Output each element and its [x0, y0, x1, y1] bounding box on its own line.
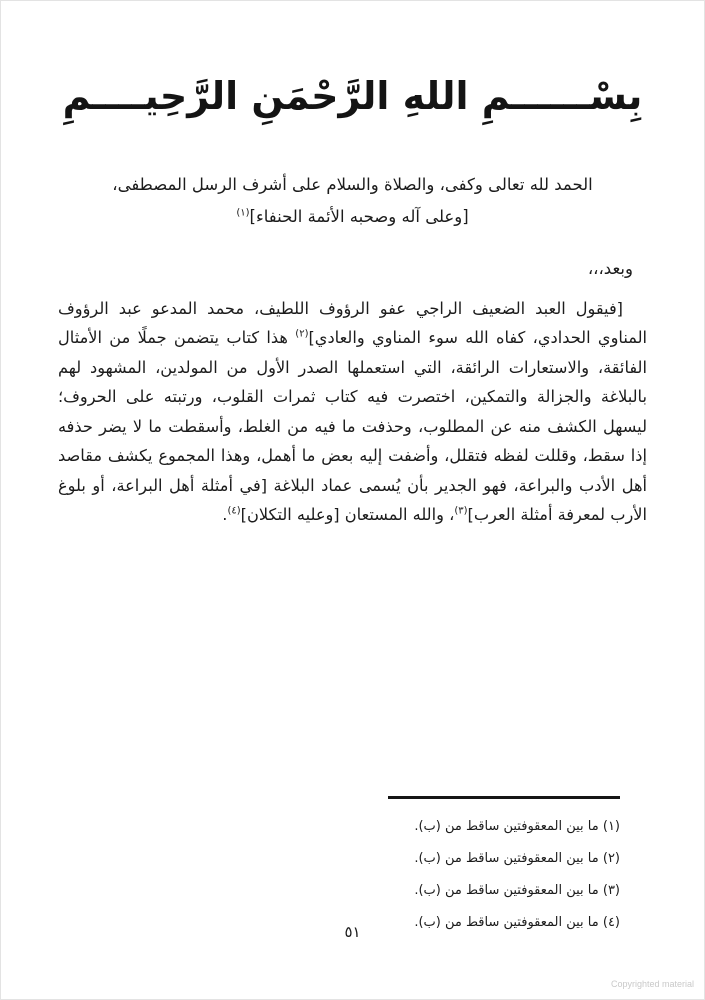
- footnotes-list: [388, 811, 620, 938]
- opening-line-1: الحمد لله تعالى وكفى، والصلاة والسلام على أشرف الرسل المصطفى،: [112, 174, 593, 194]
- basmala-calligraphy: بِسْــــــمِ اللهِ الرَّحْمَنِ الرَّحِيــــمِ: [62, 74, 643, 118]
- opening-line-2-text: [وعلى آله وصحبه الأئمة الحنفاء]: [249, 206, 469, 226]
- opening-invocation: [58, 169, 647, 233]
- footnote-item: (١) ما بين المعقوفتين ساقط من (ب).: [414, 819, 620, 834]
- waba3d-line: وبعد،،،: [587, 258, 633, 278]
- opening-line-2: [58, 201, 647, 233]
- footnote-separator-rule: [388, 796, 620, 799]
- footnote-item: (٤) ما بين المعقوفتين ساقط من (ب).: [414, 914, 620, 930]
- footnote-ref: (٢): [295, 328, 309, 340]
- page-content: [58, 1, 647, 530]
- footnote-ref-1: (١): [236, 207, 250, 219]
- page-number: ٥١: [344, 923, 361, 941]
- footnotes-section: [388, 796, 620, 938]
- footnote-ref: (٣): [454, 505, 468, 517]
- body-paragraph: [فيقول العبد الضعيف الراجي عفو الرؤوف اللطيف، محمد المدعو عبد الرؤوف المناوي الحدادي، كفاه الله سوء المناوي والعادي]$^{(٢)}$ هذا كتاب يتضمن جملًا من الأمثال الفائقة، والاستعارات الرائقة، التي استعملها الصدر الأول من المولدين، المشهود لهم بالبلاغة والجزالة والتمكين، اختصرت فيه كتاب ثمرات القلوب، ورتبته على الحروف؛ ليسهل الكشف منه عن المطلوب، وحذفت ما فيه من الغلط، وأسقطت ما لا يضر حذفه إذا سقط، وقللت لفظه فتقلل، وأضفت إليه بعض ما أهمل، وهذا المجموع يكشف مقاصد أهل الأدب والبراعة، فهو الجدير بأن يُسمى عماد البلاغة [في أمثلة أهل البراعة، أو بلوغ الأرب لمعرفة أمثلة العرب]$^{(٣)}$، والله المستعان [وعليه التكلان]$^{(٤)}$.: [58, 298, 647, 525]
- footnote-ref: (٤): [227, 505, 241, 517]
- footnote-item: (٢) ما بين المعقوفتين ساقط من (ب).: [414, 850, 620, 866]
- footnote-item: (٣) ما بين المعقوفتين ساقط من (ب).: [414, 882, 620, 898]
- copyright-watermark: Copyrighted material: [610, 979, 694, 989]
